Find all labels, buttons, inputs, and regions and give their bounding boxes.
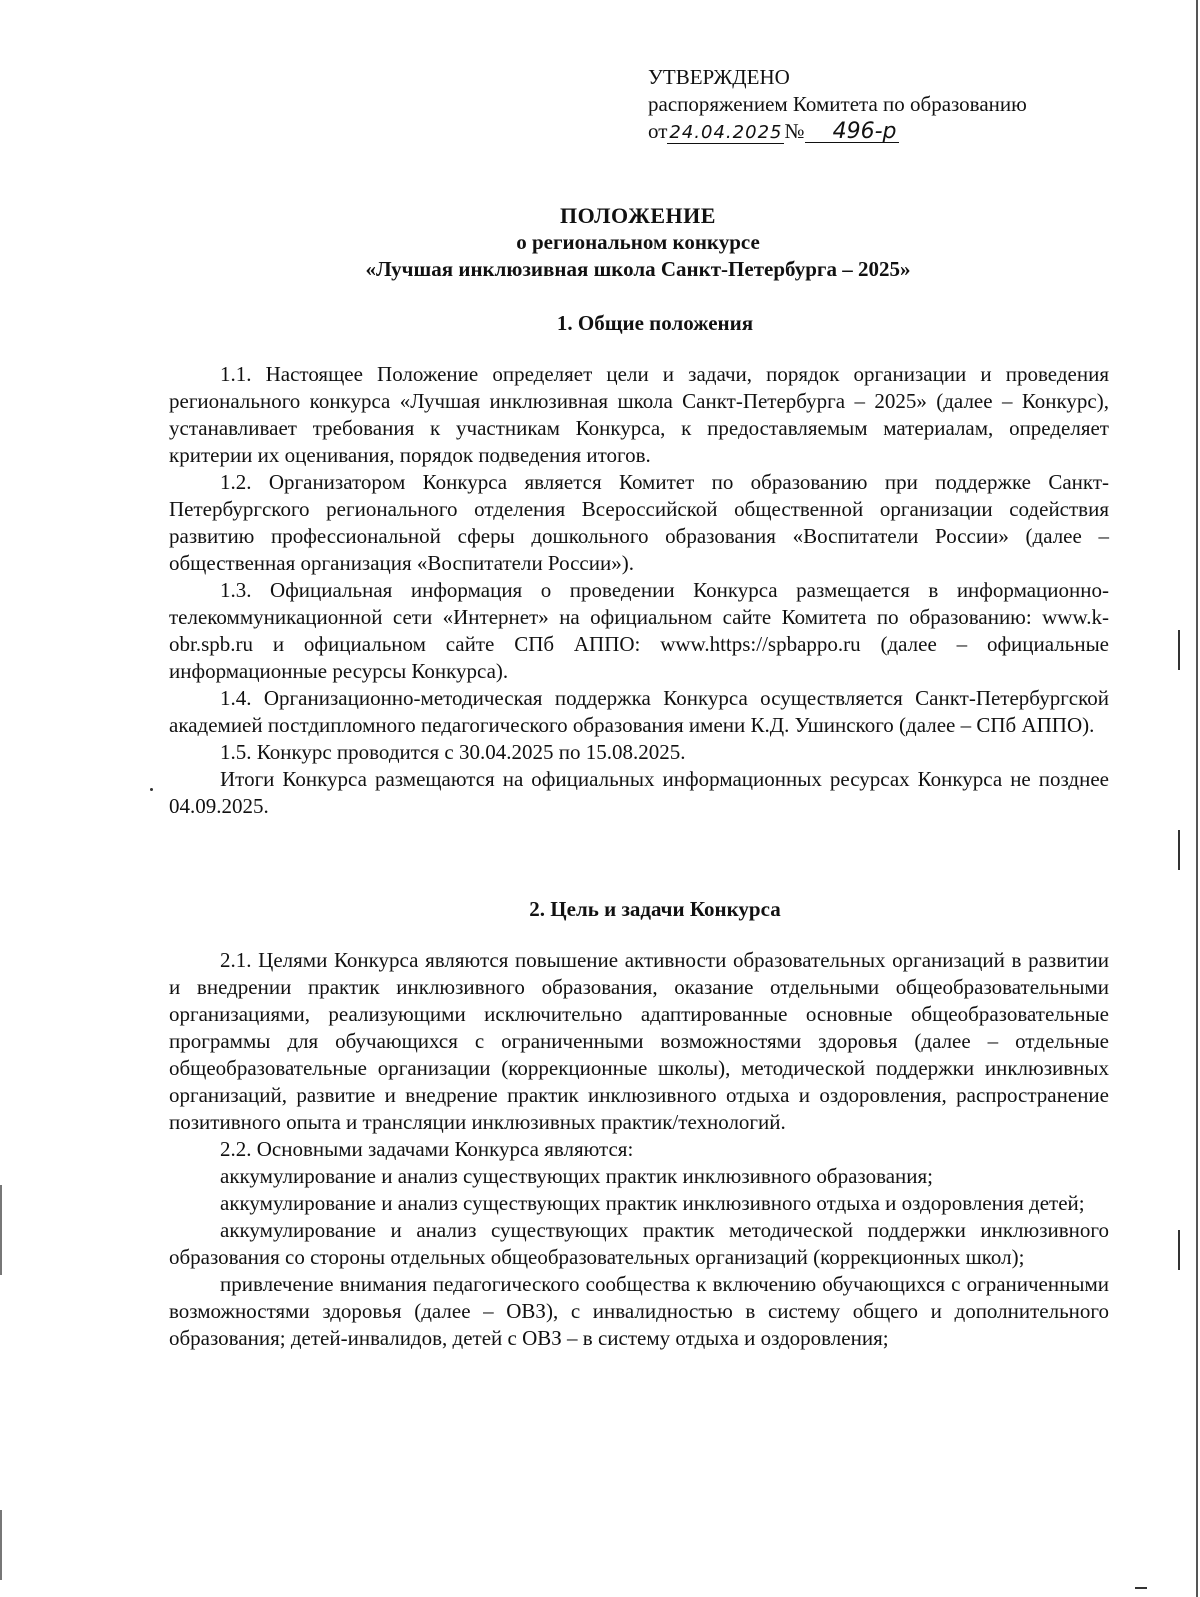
scan-edge-right bbox=[1196, 0, 1198, 1597]
task-item: аккумулирование и анализ существующих практик инклюзивного отдыха и оздоровления детей; bbox=[220, 1191, 1085, 1215]
scan-mark bbox=[1178, 830, 1180, 870]
clause-1-3: 1.3. Официальная информация о проведении Конкурса размещается в информационно-телекоммуникационной сети «Интернет» на официальном сайте Комитета по образованию: www.k-obr.spb.ru и официальном сайте СПб АППО: www.https://spbappo.ru (далее – официальные информационные ресурсы Конкурса). bbox=[169, 578, 1109, 683]
task-item: аккумулирование и анализ существующих практик методической поддержки инклюзивного образования со стороны отдельных общеобразовательных организаций (коррекционных школ); bbox=[169, 1218, 1109, 1269]
scan-mark bbox=[1135, 1587, 1147, 1589]
clause-1-2: 1.2. Организатором Конкурса является Комитет по образованию при поддержке Санкт-Петербургского регионального отделения Всероссийской общественной организации содействия развитию профессиональной сферы дошкольного образования «Воспитатели России» (далее – общественная организация «Воспитатели России»). bbox=[169, 470, 1109, 575]
section-1-heading-wrap bbox=[0, 310, 1200, 337]
document-subtitle: о региональном конкурсе bbox=[516, 230, 760, 254]
approval-date-line bbox=[648, 118, 1027, 145]
document-title: ПОЛОЖЕНИЕ bbox=[560, 203, 716, 228]
clause-2-2: 2.2. Основными задачами Конкурса являются: bbox=[220, 1137, 634, 1161]
clause-1-4: 1.4. Организационно-методическая поддержка Конкурса осуществляется Санкт-Петербургской академией постдипломного педагогического образования имени К.Д. Ушинского (далее – СПб АППО). bbox=[169, 686, 1109, 737]
approval-heading: УТВЕРЖДЕНО bbox=[648, 65, 790, 89]
section-2-body bbox=[169, 947, 1109, 1352]
scan-mark bbox=[0, 1185, 2, 1275]
scan-mark bbox=[1178, 630, 1180, 670]
approval-number-label: № bbox=[784, 119, 805, 143]
section-2-heading: 2. Цель и задачи Конкурса bbox=[529, 897, 781, 921]
clause-2-1: 2.1. Целями Конкурса являются повышение активности образовательных организаций в развитии и внедрении практик инклюзивного образования, оказание отдельными общеобразовательными организациями, реализующими исключительно адаптированные основные общеобразовательные программы для обучающихся с ограниченными возможностями здоровья (далее – отдельные общеобразовательные организации (коррекционные школы), методической поддержки инклюзивных организаций, развитие и внедрение практик инклюзивного отдыха и оздоровления, распространение позитивного опыта и трансляции инклюзивных практик/технологий. bbox=[169, 948, 1109, 1134]
task-item: привлечение внимания педагогического сообщества к включению обучающихся с ограниченными возможностями здоровья (далее – ОВЗ), с инвалидностью в систему общего и дополнительного образования; детей-инвалидов, детей с ОВЗ – в систему отдыха и оздоровления; bbox=[169, 1272, 1109, 1350]
scan-dot bbox=[150, 788, 153, 791]
approval-number-field bbox=[805, 121, 899, 143]
approval-number: 496-р bbox=[832, 119, 897, 144]
approval-block bbox=[648, 64, 1027, 145]
scan-mark bbox=[0, 1510, 2, 1580]
document-title-block bbox=[0, 202, 1200, 283]
section-1-body bbox=[169, 361, 1109, 820]
clause-1-1: 1.1. Настоящее Положение определяет цели и задачи, порядок организации и проведения регионального конкурса «Лучшая инклюзивная школа Санкт-Петербурга – 2025» (далее – Конкурс), устанавливает требования к участникам Конкурса, к предоставляемым материалам, определяет критерии их оценивания, порядок подведения итогов. bbox=[169, 362, 1109, 467]
section-2-heading-wrap bbox=[0, 896, 1200, 923]
clause-1-5: 1.5. Конкурс проводится с 30.04.2025 по 15.08.2025. bbox=[220, 740, 686, 764]
task-item: аккумулирование и анализ существующих практик инклюзивного образования; bbox=[220, 1164, 933, 1188]
section-1-heading: 1. Общие положения bbox=[556, 311, 754, 335]
approval-authority: распоряжением Комитета по образованию bbox=[648, 92, 1027, 116]
contest-name: «Лучшая инклюзивная школа Санкт-Петербурга – 2025» bbox=[365, 257, 911, 281]
approval-date: 24.04.2025 bbox=[669, 122, 783, 143]
approval-from-prefix: от bbox=[648, 119, 668, 143]
clause-1-5-results: Итоги Конкурса размещаются на официальных информационных ресурсах Конкурса не позднее 04.09.2025. bbox=[169, 767, 1109, 818]
scan-mark bbox=[1178, 1230, 1180, 1270]
